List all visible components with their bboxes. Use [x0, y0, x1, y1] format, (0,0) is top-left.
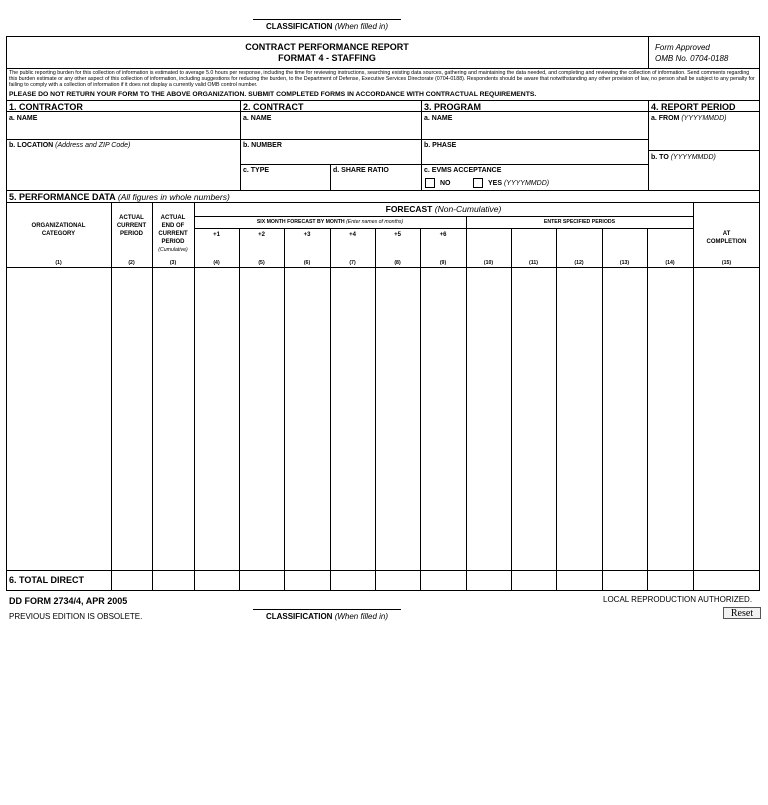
title-line-2: FORMAT 4 - STAFFING [278, 53, 376, 63]
divider-type-ratio [330, 164, 331, 190]
col-number-11: (11) [529, 260, 538, 266]
evms-yes-text: YES [488, 180, 503, 187]
col-header-org-category [6, 222, 111, 238]
performance-heading-text: 5. PERFORMANCE DATA [9, 192, 116, 202]
contractor-name-label: a. NAME [9, 115, 38, 122]
header-rule [6, 68, 760, 69]
contractor-location-label [9, 142, 130, 149]
six-month-note: (Enter names of months) [346, 219, 404, 225]
report-from-field[interactable] [650, 124, 758, 149]
col-header-at-completion [693, 230, 760, 246]
from-text: a. FROM [651, 115, 680, 122]
performance-heading-note: (All figures in whole numbers) [117, 192, 230, 202]
evms-acceptance-label: c. EVMS ACCEPTANCE [424, 167, 502, 174]
form-approved: Form Approved [655, 43, 710, 52]
section-heading-rule [6, 111, 760, 112]
forecast-note: (Non-Cumulative) [434, 204, 502, 214]
program-name-field[interactable] [423, 124, 646, 138]
col-number-4: (4) [213, 260, 220, 266]
contract-number-label: b. NUMBER [243, 142, 282, 149]
col-number-5: (5) [258, 260, 265, 266]
month-plus-1: +1 [213, 232, 220, 238]
end-line-5: (Cumulative) [158, 247, 188, 253]
month-plus-6: +6 [439, 232, 447, 238]
forecast-rule [194, 216, 693, 217]
contract-type-field[interactable] [242, 176, 328, 189]
col-number-13: (13) [619, 260, 630, 266]
col-number-8: (8) [394, 260, 401, 266]
header-divider [648, 36, 649, 68]
title-line-1: CONTRACT PERFORMANCE REPORT [245, 42, 409, 52]
end-line-3: CURRENT [158, 231, 188, 237]
total-direct-entry-row[interactable] [112, 571, 760, 590]
col-number-7: (7) [349, 260, 356, 266]
notice-rule [6, 100, 760, 101]
col-number-9: (9) [439, 260, 447, 266]
program-heading: 3. PROGRAM [424, 102, 482, 112]
actual-line-3: PERIOD [119, 231, 143, 237]
contract-number-field[interactable] [242, 151, 419, 163]
share-ratio-label: d. SHARE RATIO [333, 167, 389, 174]
specified-periods-header: ENTER SPECIFIED PERIODS [543, 219, 616, 225]
location-text: b. LOCATION [9, 142, 54, 149]
rule-b [240, 164, 648, 165]
program-name-label: a. NAME [424, 115, 453, 122]
location-hint: (Address and ZIP Code) [55, 142, 131, 149]
contract-name-field[interactable] [242, 124, 419, 138]
col-number-12: (12) [574, 260, 584, 266]
col-number-2: (2) [128, 260, 135, 266]
col-header-actual-current [111, 214, 152, 238]
contract-type-label: c. TYPE [243, 167, 270, 174]
six-month-label: SIX MONTH FORECAST BY MONTH [256, 219, 345, 225]
performance-data-entry-area[interactable] [112, 268, 760, 569]
col-number-15: (15) [721, 260, 732, 266]
contract-name-label: a. NAME [243, 115, 272, 122]
burden-notice: The public reporting burden for this collection of information is estimated to average 5.0 hours per response, including the time for reviewing instructions, searching existing data sources, gathering and maintaining the data needed, and completing and reviewing the collection of information. Send comments regarding this burden estimate or any other aspect of this collection of information, including suggestions for reducing the burden, to the Department of Defense, Executive Services Directorate (0704-0188). Respondents should be aware that notwithstanding any other provision of law, no person shall be subject to any penalty for failing to comply with a collection of information if it does not display a currently valid OMB control number. [9, 70, 755, 89]
forecast-label: FORECAST [385, 204, 433, 214]
form-identifier: DD FORM 2734/4, APR 2005 [9, 596, 128, 606]
contractor-name-field[interactable] [8, 124, 238, 138]
col-number-10: (10) [483, 260, 494, 266]
month-rule [194, 228, 693, 229]
divider-2 [421, 100, 422, 190]
month-plus-3: +3 [303, 232, 311, 238]
report-to-label [651, 154, 716, 161]
previous-edition-note: PREVIOUS EDITION IS OBSOLETE. [9, 612, 143, 621]
from-hint: (YYYYMMDD) [681, 115, 727, 122]
col-header-actual-end [152, 214, 194, 254]
org-category-entry-area[interactable] [7, 268, 111, 569]
share-ratio-field[interactable] [332, 176, 419, 189]
contractor-location-field[interactable] [8, 151, 238, 189]
month-plus-2: +2 [258, 232, 265, 238]
contractor-heading: 1. CONTRACTOR [9, 102, 83, 112]
org-line-2: CATEGORY [41, 231, 76, 237]
month-plus-4: +4 [349, 232, 356, 238]
divider-1 [240, 100, 241, 190]
month-plus-5: +5 [394, 232, 401, 238]
classification-label: CLASSIFICATION [265, 22, 333, 31]
total-direct-label: 6. TOTAL DIRECT [9, 575, 85, 585]
six-month-header [194, 219, 466, 225]
at-completion-line-1: AT [722, 231, 731, 237]
classification-bottom [253, 609, 401, 621]
classification-note: (When filled in) [334, 22, 389, 31]
divider-3 [648, 100, 649, 190]
evms-no-label: NO [440, 180, 451, 187]
end-line-4: PERIOD [161, 239, 185, 245]
do-not-return-notice: PLEASE DO NOT RETURN YOUR FORM TO THE ABOVE ORGANIZATION. SUBMIT COMPLETED FORMS IN ACCORDANCE WITH CONTRACTUAL REQUIREMENTS. [9, 91, 537, 98]
omb-block [655, 42, 728, 64]
evms-no-checkbox[interactable] [425, 178, 435, 188]
performance-heading [9, 192, 230, 202]
classification-label-bottom: CLASSIFICATION [265, 612, 333, 621]
end-line-2: END OF [161, 223, 185, 229]
col-number-6: (6) [303, 260, 311, 266]
actual-line-1: ACTUAL [119, 215, 144, 221]
program-phase-field[interactable] [423, 151, 646, 163]
evms-yes-label [488, 180, 549, 187]
evms-yes-checkbox[interactable] [473, 178, 483, 188]
rule-sections-end [6, 190, 760, 191]
col-number-14: (14) [665, 260, 675, 266]
report-period-heading: 4. REPORT PERIOD [651, 102, 736, 112]
actual-line-2: CURRENT [116, 223, 147, 229]
reset-button[interactable]: Reset [723, 607, 761, 619]
org-line-1: ORGANIZATIONAL [31, 223, 86, 229]
rule-a [6, 139, 648, 140]
report-to-field[interactable] [650, 163, 758, 189]
rule-period [648, 150, 760, 151]
report-from-label [651, 115, 726, 122]
col-number-1: (1) [55, 260, 62, 266]
classification-note-bottom: (When filled in) [334, 612, 389, 621]
to-text: b. TO [651, 154, 669, 161]
form-title [6, 42, 648, 64]
to-hint: (YYYYMMDD) [670, 154, 716, 161]
end-line-1: ACTUAL [160, 215, 186, 221]
table-top-rule [6, 202, 760, 203]
evms-yes-hint: (YYYYMMDD) [503, 180, 550, 187]
classification-top [253, 19, 401, 31]
forecast-header [194, 204, 693, 214]
contract-heading: 2. CONTRACT [243, 102, 304, 112]
reproduction-note: LOCAL REPRODUCTION AUTHORIZED. [603, 595, 753, 604]
omb-number: OMB No. 0704-0188 [655, 54, 729, 63]
col-number-3: (3) [169, 260, 177, 266]
program-phase-label: b. PHASE [424, 142, 457, 149]
at-completion-line-2: COMPLETION [706, 239, 747, 245]
